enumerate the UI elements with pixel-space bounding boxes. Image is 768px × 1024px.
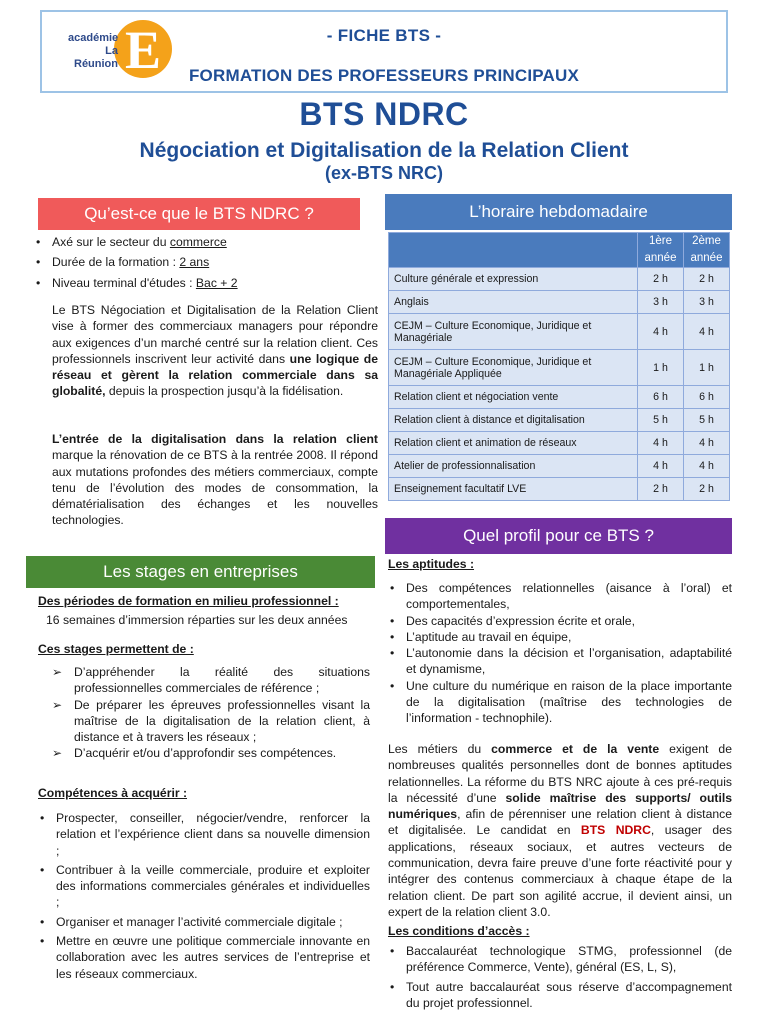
table-row: Relation client et négociation vente 6 h 6 h: [389, 386, 730, 409]
what-is-paragraph-1: Le BTS Négociation et Digitalisation de la Relation Client vise à former des commerciaux managers pour répondre aux exigences d’un marché centré sur la relation client. Ces professionnels inscrivent leur activité dans une logique de réseau et gèrent la relation commerciale dans sa globalité, depuis la prospection jusqu’à la fidélisation.: [52, 303, 378, 399]
stages-heading-allow: Ces stages permettent de :: [38, 642, 194, 656]
what-is-bullets: [32, 234, 382, 291]
list-item: • Niveau terminal d'études : Bac + 2: [32, 275, 382, 291]
page-title: BTS NDRC: [299, 96, 469, 132]
list-item: ➢ D’acquérir et/ou d’approfondir ses compétences.: [50, 745, 370, 761]
logo-letter: E: [124, 20, 162, 80]
header-box: [40, 10, 728, 93]
table-row: CEJM – Culture Economique, Juridique et Managériale 4 h 4 h: [389, 314, 730, 350]
stages-arrows: [50, 664, 370, 762]
table-row: Relation client et animation de réseaux 4 h 4 h: [389, 432, 730, 455]
table-row: CEJM – Culture Economique, Juridique et Managériale Appliquée 1 h 1 h: [389, 350, 730, 386]
profile-heading-aptitudes: Les aptitudes :: [388, 557, 475, 571]
banner-hours: L’horaire hebdomadaire: [385, 194, 732, 230]
table-header-subject: [389, 233, 638, 268]
table-row: Enseignement facultatif LVE 2 h 2 h: [389, 478, 730, 501]
list-item: ➢ De préparer les épreuves professionnelles visant la maîtrise de la digitalisation de la relation client, à distance et à travers les réseaux ;: [50, 697, 370, 746]
table-row: Atelier de professionnalisation 4 h 4 h: [389, 455, 730, 478]
what-is-paragraph-2: L’entrée de la digitalisation dans la relation client marque la rénovation de ce BTS à la rentrée 2008. Il répond aux mutations profondes des métiers commerciaux, compte tenu de l’évolution des modes de consommation, la dématérialisation des échanges et les nouvelles technologies.: [52, 432, 378, 528]
list-item: • L’aptitude au travail en équipe,: [386, 629, 732, 645]
stages-periods-text: 16 semaines d’immersion réparties sur les deux années: [46, 613, 348, 627]
list-item: • Durée de la formation : 2 ans: [32, 254, 382, 270]
banner-what-is: Qu’est-ce que le BTS NDRC ?: [38, 198, 360, 230]
list-item: • Tout autre baccalauréat sous réserve d’accompagnement du projet professionnel.: [386, 979, 732, 1012]
list-item: • Des capacités d’expression écrite et orale,: [386, 613, 732, 629]
table-header-year2: 2ème année: [684, 233, 730, 268]
list-item: • Mettre en œuvre une politique commerciale innovante en collaboration avec les autres services de l’entreprise et les réseaux commerciaux.: [36, 933, 370, 982]
profile-aptitudes: [386, 580, 732, 727]
table-header-row: [389, 233, 730, 268]
list-item: • Prospecter, conseiller, négocier/vendre, renforcer la relation et l’expérience client dans sa nouvelle dimension ;: [36, 810, 370, 859]
stages-heading-skills: Compétences à acquérir :: [38, 786, 188, 800]
list-item: • Organiser et manager l’activité commerciale digitale ;: [36, 914, 370, 930]
table-header-year1: 1ère année: [638, 233, 684, 268]
list-item: • Une culture du numérique en raison de la place importante de la digitalisation (maîtrise des technologies de l’information - technophile).: [386, 678, 732, 727]
hours-table: [388, 232, 730, 501]
header-line1: - FICHE BTS -: [326, 26, 442, 45]
banner-profile: Quel profil pour ce BTS ?: [385, 518, 732, 554]
list-item: • Baccalauréat technologique STMG, professionnel (de préférence Commerce, Vente), général (ES, L, S),: [386, 943, 732, 976]
profile-paragraph: Les métiers du commerce et de la vente exigent de nombreuses qualités personnelles dont de bonnes aptitudes relationnelles. La réforme du BTS NRC ajoute à ces pré-requis la nécessité d’une solide maîtrise des supports/ outils numériques, afin de pérenniser une relation client à distance et digitalisée. Le candidat en BTS NDRC, usager des applications, réseaux sociaux, et autres vecteurs de communication, devra faire preuve d’une forte réactivité pour y intégrer des contenus commerciaux à chaque étape de la relation client. De part son agilité accrue, il devient ainsi, un expert de la relation client 3.0.: [388, 742, 733, 919]
stages-heading-periods: Des périodes de formation en milieu professionnel :: [38, 594, 339, 608]
table-row: Anglais 3 h 3 h: [389, 291, 730, 314]
list-item: • Contribuer à la veille commerciale, produire et exploiter des informations commerciales générales et individuelles ;: [36, 862, 370, 911]
list-item: • Des compétences relationnelles (aisance à l’oral) et comportementales,: [386, 580, 732, 613]
list-item: ➢ D’appréhender la réalité des situations professionnelles commerciales de référence ;: [50, 664, 370, 697]
banner-stages: Les stages en entreprises: [26, 556, 375, 588]
profile-heading-access: Les conditions d’accès :: [388, 924, 530, 938]
logo-line2: La Réunion: [74, 45, 118, 70]
list-item: • Axé sur le secteur du commerce: [32, 234, 382, 250]
header-line2: FORMATION DES PROFESSEURS PRINCIPAUX: [188, 66, 580, 85]
table-row: Culture générale et expression 2 h 2 h: [389, 268, 730, 291]
stages-skills: [36, 810, 370, 982]
page-subtitle-former: (ex-BTS NRC): [324, 163, 443, 183]
profile-access: [386, 943, 732, 1011]
table-row: Relation client à distance et digitalisation 5 h 5 h: [389, 409, 730, 432]
page-subtitle: Négociation et Digitalisation de la Relation Client: [139, 139, 629, 162]
list-item: • L’autonomie dans la décision et l’organisation, adaptabilité et dynamisme,: [386, 645, 732, 678]
logo-line1: académie: [68, 32, 119, 44]
